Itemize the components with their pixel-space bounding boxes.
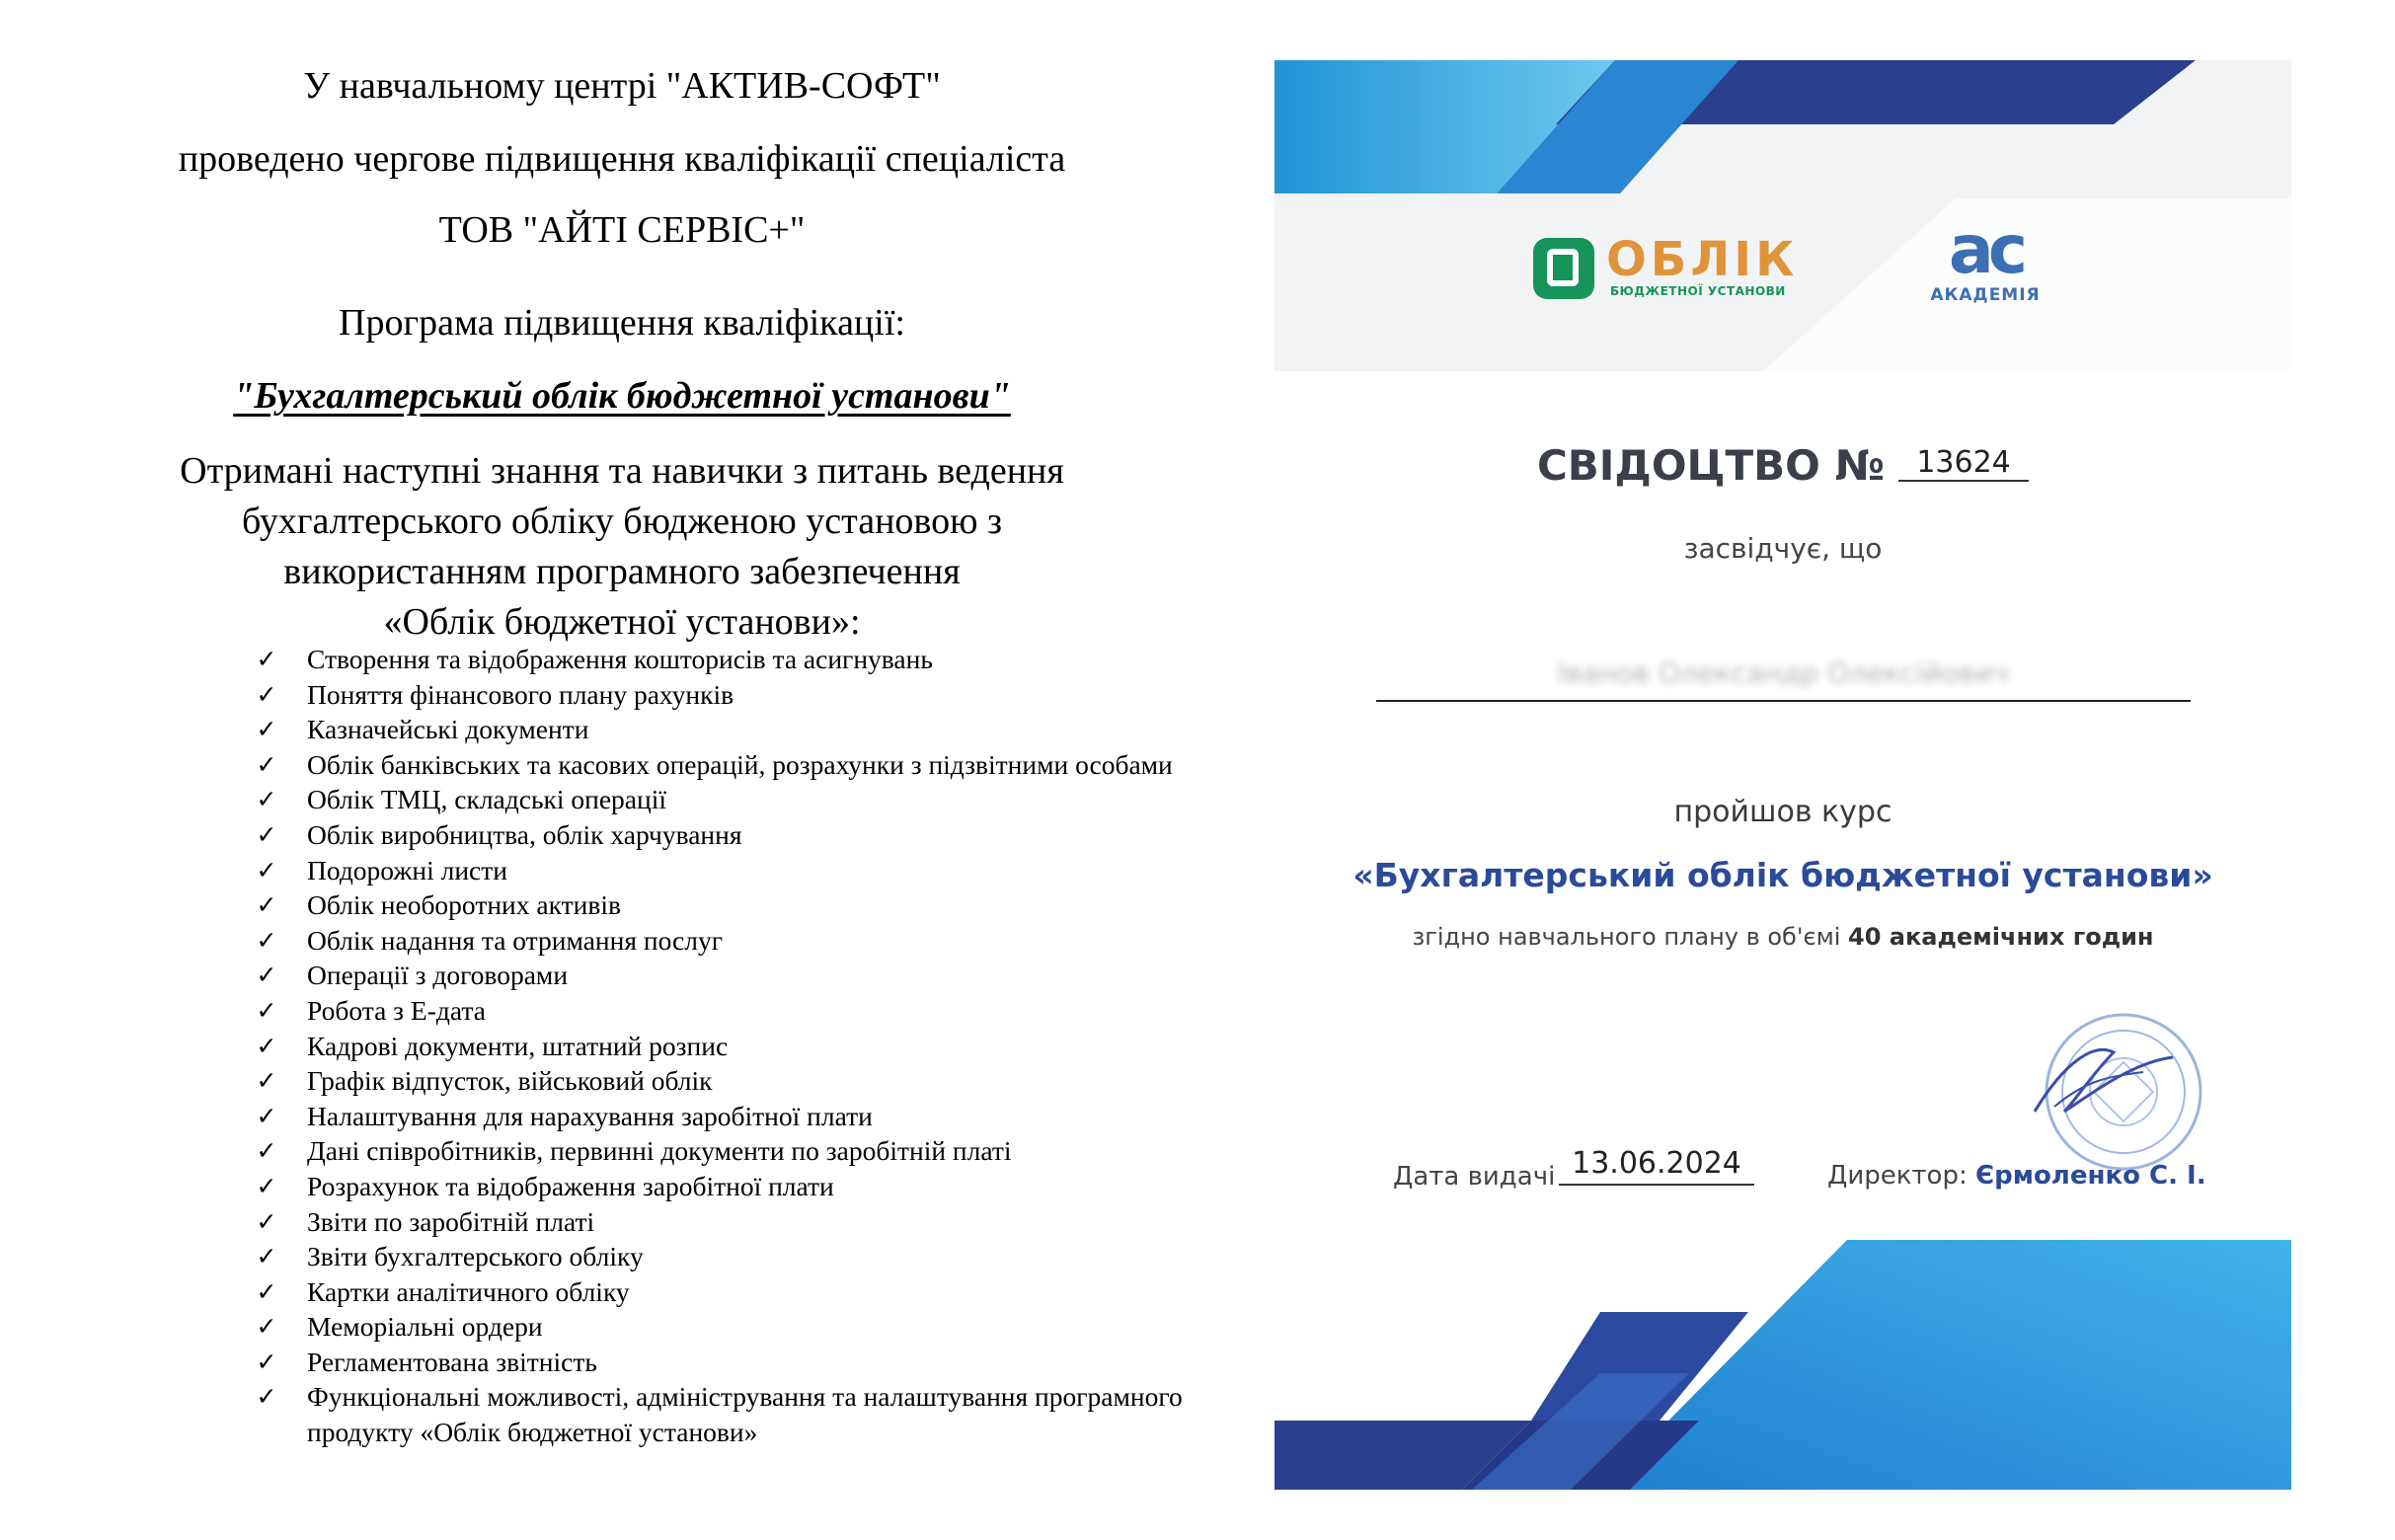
skill-text: Налаштування для нарахування заробітної плати <box>307 1100 873 1131</box>
study-plan-prefix: згідно навчального плану в об'ємі <box>1412 923 1841 951</box>
skill-item <box>252 1063 1239 1099</box>
director-label: Директор: <box>1827 1161 1968 1191</box>
skill-text: Функціональні можливості, адміністрування та налаштування програмного продукту «Облік бюджетної установи» <box>307 1381 1183 1448</box>
skill-item <box>252 1169 1239 1204</box>
certificate <box>1275 60 2291 1490</box>
skill-text: Звіти по заробітній платі <box>307 1205 595 1237</box>
check-icon: ✓ <box>256 855 277 885</box>
skill-text: Облік ТМЦ, складські операції <box>307 784 666 815</box>
skill-text: Створення та відображення кошторисів та асигнувань <box>307 644 933 674</box>
recipient-underline <box>1376 700 2191 702</box>
recipient-name: Іванов Олександр Олексійович <box>1557 656 2009 689</box>
skill-text: Графік відпусток, військовий облік <box>307 1065 713 1097</box>
oblik-logo-word: ОБЛІК <box>1606 232 1799 287</box>
check-icon: ✓ <box>256 1066 277 1096</box>
oblik-logo-icon <box>1533 238 1594 299</box>
check-icon: ✓ <box>256 1382 277 1412</box>
skill-item <box>252 1239 1239 1274</box>
skill-text: Розрахунок та відображення заробітної плати <box>307 1170 834 1201</box>
check-icon: ✓ <box>256 890 277 920</box>
check-icon: ✓ <box>256 1242 277 1271</box>
skill-text: Операції з договорами <box>307 960 569 991</box>
check-icon: ✓ <box>256 1031 277 1060</box>
intro-line: Отримані наступні знання та навички з питань ведення <box>180 450 1064 492</box>
skill-text: Облік надання та отримання послуг <box>307 924 723 956</box>
skill-text: Подорожні листи <box>307 854 507 886</box>
director-name: Єрмоленко С. І. <box>1975 1161 2206 1191</box>
skill-item <box>252 923 1239 959</box>
skill-item <box>252 993 1239 1029</box>
skill-item <box>252 677 1239 713</box>
study-plan-hours: 40 академічних годин <box>1848 923 2154 951</box>
certificate-number: 13624 <box>1898 446 2029 482</box>
skill-text: Кадрові документи, штатний розпис <box>307 1030 729 1061</box>
skill-item <box>252 1133 1239 1169</box>
program-title: "Бухгалтерський облік бюджетної установи" <box>233 375 1011 417</box>
check-icon: ✓ <box>256 785 277 814</box>
director-signature <box>1827 1161 2206 1191</box>
academy-logo-mark: ac <box>1948 211 2023 289</box>
academy-logo <box>1926 211 2045 315</box>
check-icon: ✓ <box>256 645 277 673</box>
stamp-icon <box>2025 1003 2202 1181</box>
academy-logo-subtitle: АКАДЕМІЯ <box>1930 285 2041 305</box>
study-plan-text <box>1275 923 2291 951</box>
oblik-logo-subtitle: БЮДЖЕТНОЇ УСТАНОВИ <box>1610 284 1786 298</box>
skill-text: Поняття фінансового плану рахунків <box>307 678 734 710</box>
skill-item <box>252 1029 1239 1064</box>
skill-text: Регламентована звітність <box>307 1346 597 1377</box>
skill-item <box>252 817 1239 853</box>
check-icon: ✓ <box>256 1347 277 1376</box>
intro-text <box>0 446 1244 648</box>
skill-text: Казначейські документи <box>307 714 589 745</box>
check-icon: ✓ <box>256 1312 277 1342</box>
skill-item <box>252 1309 1239 1345</box>
check-icon: ✓ <box>256 1276 277 1306</box>
skill-item <box>252 1379 1239 1449</box>
skill-text: Робота з Е-дата <box>307 994 486 1026</box>
skill-text: Меморіальні ордери <box>307 1311 543 1343</box>
check-icon: ✓ <box>256 925 277 955</box>
check-icon: ✓ <box>256 679 277 709</box>
testifies-text: засвідчує, що <box>1683 532 1883 565</box>
check-icon: ✓ <box>256 715 277 744</box>
skill-item <box>252 712 1239 747</box>
skill-text: Картки аналітичного обліку <box>307 1275 630 1307</box>
skill-text: Звіти бухгалтерського обліку <box>307 1241 644 1272</box>
certificate-title <box>1275 441 2291 490</box>
program-label: Програма підвищення кваліфікації: <box>339 302 905 344</box>
header-line-1: У навчальному центрі "АКТИВ-СОФТ" <box>303 65 941 107</box>
skill-text: Облік необоротних активів <box>307 889 621 921</box>
skill-item <box>252 1345 1239 1380</box>
check-icon: ✓ <box>256 961 277 990</box>
issue-date-value: 13.06.2024 <box>1559 1144 1754 1186</box>
skill-item <box>252 1099 1239 1134</box>
check-icon: ✓ <box>256 749 277 779</box>
skill-item <box>252 853 1239 888</box>
skill-item <box>252 958 1239 993</box>
certificate-title-text: СВІДОЦТВО № <box>1536 441 1886 490</box>
issue-date-label: Дата видачі <box>1393 1162 1556 1192</box>
skill-text: Дані співробітників, первинні документи по заробітній платі <box>307 1135 1012 1167</box>
header-line-3: ТОВ "АЙТІ СЕРВІС+" <box>438 209 806 251</box>
check-icon: ✓ <box>256 819 277 849</box>
check-icon: ✓ <box>256 1101 277 1130</box>
skills-list <box>252 642 1239 1450</box>
intro-line: використанням програмного забезпечення <box>283 551 961 592</box>
skill-item <box>252 642 1239 677</box>
skill-text: Облік виробництва, облік харчування <box>307 818 742 850</box>
skill-item <box>252 887 1239 923</box>
skill-item <box>252 1274 1239 1310</box>
skill-text: Облік банківських та касових операцій, розрахунки з підзвітними особами <box>307 748 1173 780</box>
passed-course-text: пройшов курс <box>1673 795 1893 829</box>
skill-item <box>252 782 1239 817</box>
course-title: «Бухгалтерський облік бюджетної установи» <box>1352 856 2213 894</box>
skill-item <box>252 1204 1239 1240</box>
check-icon: ✓ <box>256 995 277 1025</box>
intro-line: бухгалтерського обліку бюдженою установою з <box>241 500 1002 542</box>
header-line-2: проведено чергове підвищення кваліфікації спеціаліста <box>178 138 1066 180</box>
check-icon: ✓ <box>256 1206 277 1236</box>
check-icon: ✓ <box>256 1171 277 1200</box>
check-icon: ✓ <box>256 1136 277 1166</box>
skill-item <box>252 747 1239 783</box>
intro-line: «Облік бюджетної установи»: <box>383 601 861 643</box>
